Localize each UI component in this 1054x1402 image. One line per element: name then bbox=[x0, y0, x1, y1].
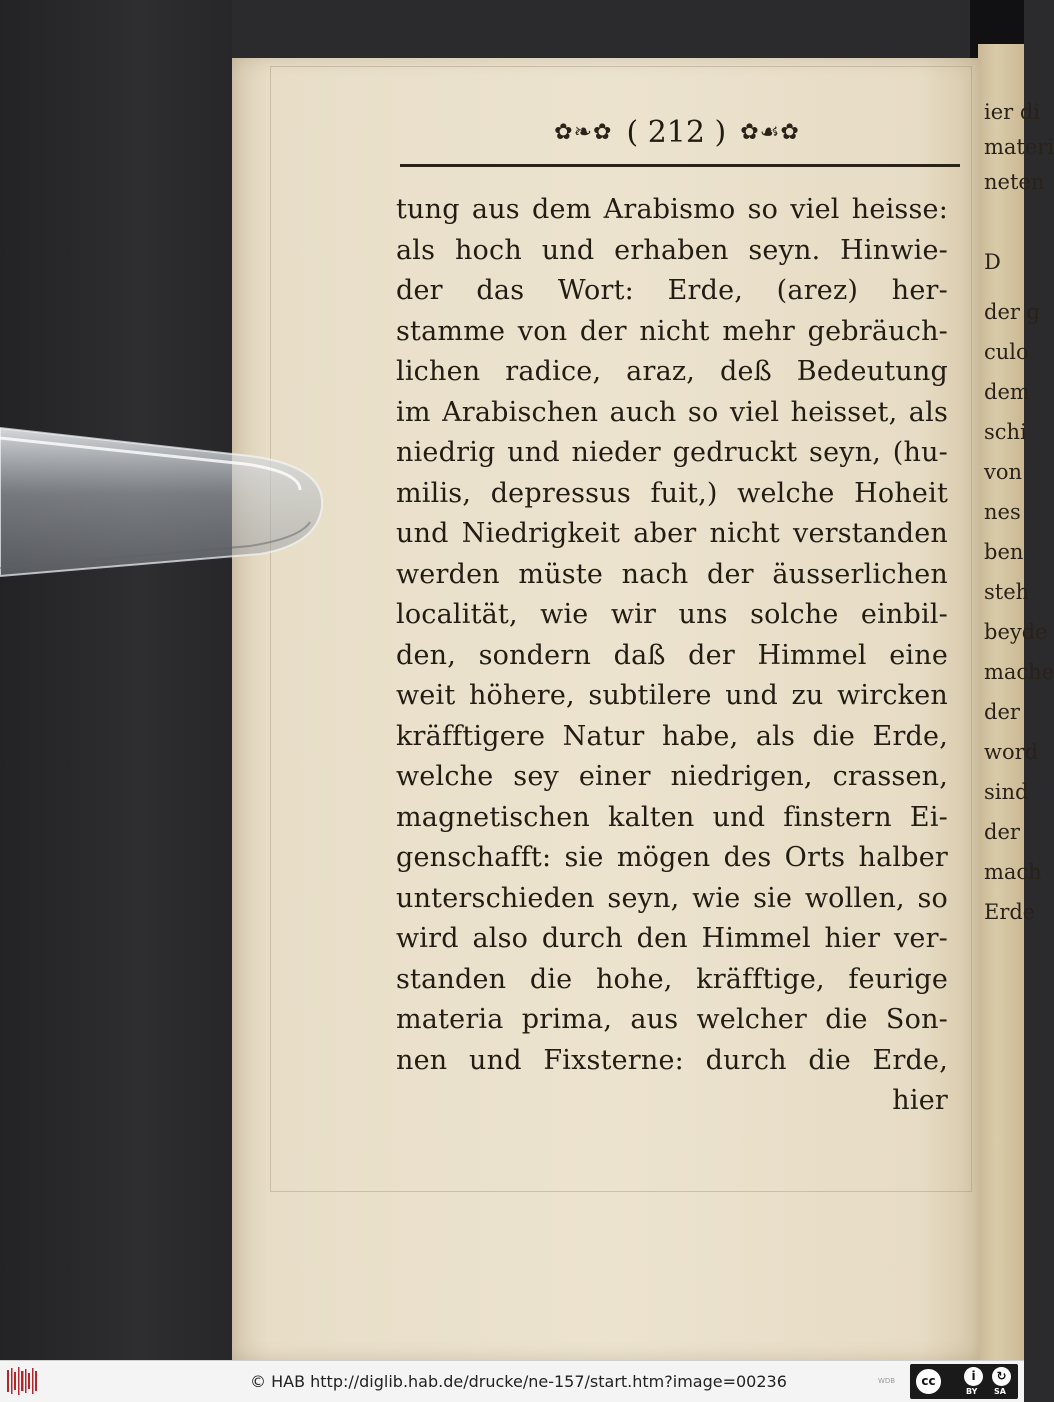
text-line: genschafft: sie mögen des Orts halber bbox=[396, 842, 948, 873]
text-line: welche sey einer niedrigen, crassen, bbox=[396, 761, 948, 792]
body-text bbox=[396, 190, 948, 1122]
adjacent-page-fragment: der g bbox=[984, 300, 1041, 324]
adjacent-page-fragment: sind bbox=[984, 780, 1029, 804]
adjacent-page-fragment: ben bbox=[984, 540, 1024, 564]
adjacent-page-fragment: neten bbox=[984, 170, 1045, 194]
hab-logo-icon bbox=[6, 1366, 38, 1396]
adjacent-page-fragment: schi bbox=[984, 420, 1027, 444]
wdb-mark: WDB bbox=[878, 1377, 896, 1385]
adjacent-page-fragment: nes bbox=[984, 500, 1021, 524]
adjacent-page-fragment: von bbox=[984, 460, 1023, 484]
dark-background bbox=[0, 0, 232, 1360]
text-line: lichen radice, araz, deß Bedeutung bbox=[396, 356, 948, 387]
adjacent-page-fragment: beyde bbox=[984, 620, 1048, 644]
text-line: unterschieden seyn, wie sie wollen, so bbox=[396, 882, 948, 914]
text-line: und Niedrigkeit aber nicht verstanden bbox=[396, 518, 948, 549]
ornament-right-icon: ✿☙✿ bbox=[740, 119, 800, 145]
adjacent-page-fragment: word bbox=[984, 740, 1039, 764]
cc-icon: cc bbox=[914, 1367, 943, 1396]
adjacent-page-fragment: ier di bbox=[984, 100, 1041, 124]
adjacent-page-fragment: Erde bbox=[984, 900, 1036, 924]
glass-page-weight-icon bbox=[0, 426, 330, 586]
adjacent-page-fragment: dem bbox=[984, 380, 1030, 404]
text-line: im Arabischen auch so viel heisset, als bbox=[396, 396, 948, 428]
text-line: hier bbox=[892, 1085, 948, 1116]
text-line: standen die hohe, kräfftige, feurige bbox=[396, 963, 948, 995]
text-line: niedrig und nieder gedruckt seyn, (hu- bbox=[396, 437, 948, 468]
adjacent-page-fragment: steh bbox=[984, 580, 1030, 604]
text-line: milis, depressus fuit,) welche Hoheit bbox=[396, 477, 948, 509]
text-line: tung aus dem Arabismo so viel heisse: bbox=[396, 194, 948, 225]
adjacent-page bbox=[978, 44, 1054, 1360]
text-line: als hoch und erhaben seyn. Hinwie- bbox=[396, 234, 948, 266]
text-line: der das Wort: Erde, (arez) her- bbox=[396, 275, 948, 306]
page-header bbox=[527, 110, 827, 154]
cc-license-badge[interactable] bbox=[910, 1364, 1018, 1399]
adjacent-page-fragment: D bbox=[984, 250, 1001, 274]
copyright-url[interactable]: © HAB http://diglib.hab.de/drucke/ne-157/start.htm?image=00236 bbox=[250, 1372, 787, 1391]
footer-bar bbox=[0, 1360, 1024, 1402]
sa-label: SA bbox=[994, 1387, 1006, 1396]
text-line: den, sondern daß der Himmel eine bbox=[396, 639, 948, 671]
text-line: materia prima, aus welcher die Son- bbox=[396, 1004, 948, 1035]
page-number: ( 212 ) bbox=[626, 114, 727, 150]
text-line: kräfftigere Natur habe, als die Erde, bbox=[396, 720, 948, 752]
by-label: BY bbox=[966, 1387, 978, 1396]
text-line: wird also durch den Himmel hier ver- bbox=[396, 923, 948, 954]
adjacent-page-fragment: mache bbox=[984, 660, 1054, 684]
adjacent-page-fragment: mach bbox=[984, 860, 1042, 884]
adjacent-page-fragment: der bbox=[984, 820, 1020, 844]
by-icon: i bbox=[964, 1367, 983, 1386]
text-line: localität, wie wir uns solche einbil- bbox=[396, 599, 948, 630]
text-line: stamme von der nicht mehr gebräuch- bbox=[396, 315, 948, 347]
text-line: werden müste nach der äusserlichen bbox=[396, 558, 948, 590]
adjacent-page-fragment: der bbox=[984, 700, 1020, 724]
sa-icon: ↻ bbox=[992, 1367, 1011, 1386]
text-line: nen und Fixsterne: durch die Erde, bbox=[396, 1044, 948, 1076]
text-line: magnetischen kalten und finstern Ei- bbox=[396, 801, 948, 833]
text-line: weit höhere, subtilere und zu wircken bbox=[396, 680, 948, 711]
adjacent-page-fragment: culo bbox=[984, 340, 1029, 364]
header-rule bbox=[400, 164, 960, 167]
ornament-left-icon: ✿❧✿ bbox=[554, 119, 613, 145]
adjacent-page-fragment: materi bbox=[984, 135, 1054, 159]
